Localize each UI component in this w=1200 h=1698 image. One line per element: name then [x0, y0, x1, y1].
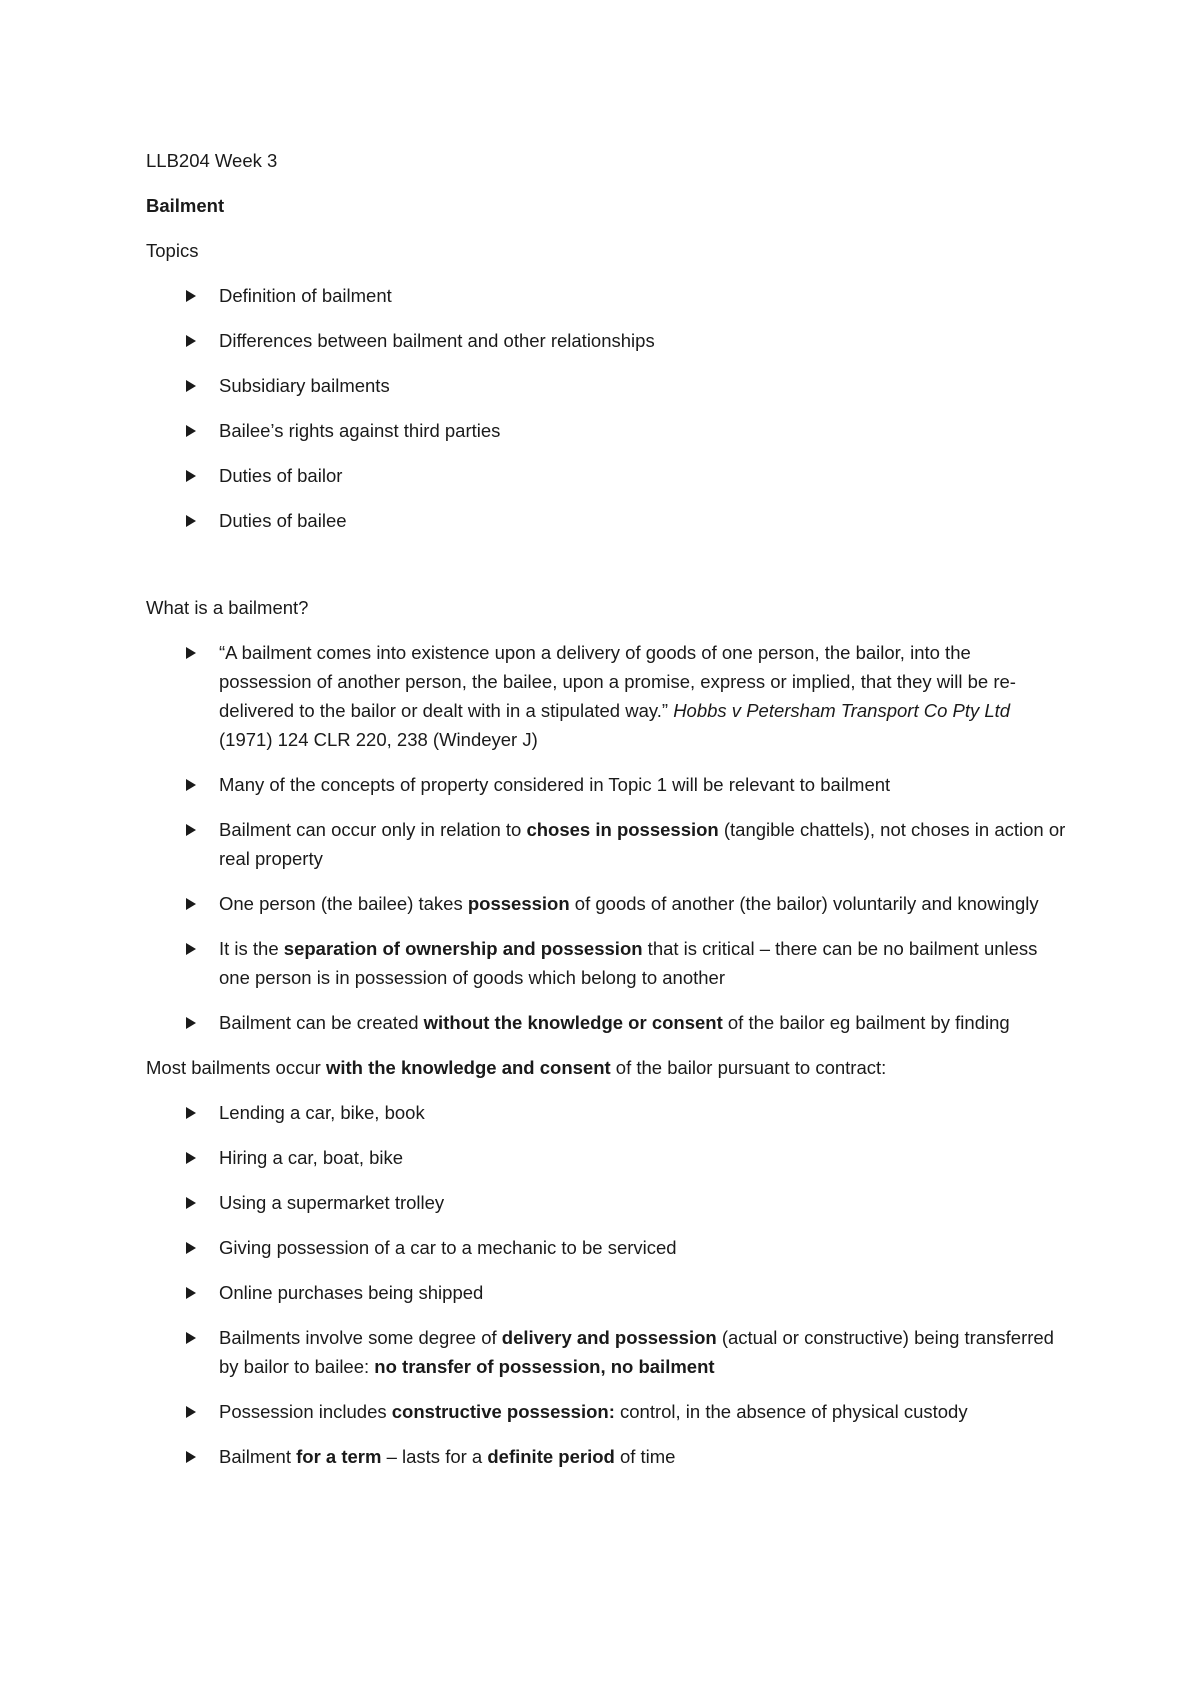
bullet-triangle-icon: [186, 470, 196, 482]
list-item: Subsidiary bailments: [146, 371, 1066, 400]
list-item: Hiring a car, boat, bike: [146, 1143, 1066, 1172]
list-item: Bailment can occur only in relation to choses in possession (tangible chattels), not choses in action or real property: [146, 815, 1066, 873]
list-item: Duties of bailee: [146, 506, 1066, 535]
list-item: Possession includes constructive possession: control, in the absence of physical custody: [146, 1397, 1066, 1426]
bullet-triangle-icon: [186, 824, 196, 836]
list-item: Online purchases being shipped: [146, 1278, 1066, 1307]
bullet-triangle-icon: [186, 1107, 196, 1119]
list-item: Bailment can be created without the knowledge or consent of the bailor eg bailment by finding: [146, 1008, 1066, 1037]
document-page: [146, 146, 1066, 1487]
quote-item: [146, 638, 1066, 754]
case-citation: (1971) 124 CLR 220, 238 (Windeyer J): [219, 729, 538, 750]
bullet-triangle-icon: [186, 1152, 196, 1164]
list-item: Bailments involve some degree of delivery and possession (actual or constructive) being transferred by bailor to bailee: no transfer of possession, no bailment: [146, 1323, 1066, 1381]
list-item: Using a supermarket trolley: [146, 1188, 1066, 1217]
what-is-heading: What is a bailment?: [146, 597, 309, 618]
bullet-triangle-icon: [186, 1017, 196, 1029]
bullet-triangle-icon: [186, 425, 196, 437]
bullet-triangle-icon: [186, 1451, 196, 1463]
bullet-triangle-icon: [186, 290, 196, 302]
quote-text: “A bailment comes into existence upon a delivery of goods of one person, the bailor, into the possession of another person, the bailee, upon a promise, express or implied, that they will be re-delivered to the bailor or dealt with in a stipulated way.”: [219, 642, 1016, 721]
examples-list: [146, 1098, 1066, 1471]
bullet-triangle-icon: [186, 943, 196, 955]
course-title: LLB204 Week 3: [146, 150, 278, 171]
list-item: Differences between bailment and other relationships: [146, 326, 1066, 355]
topics-label: Topics: [146, 240, 199, 261]
list-item: One person (the bailee) takes possession of goods of another (the bailor) voluntarily and knowingly: [146, 889, 1066, 918]
most-bailments-paragraph: Most bailments occur with the knowledge and consent of the bailor pursuant to contract:: [146, 1057, 887, 1078]
list-item: Lending a car, bike, book: [146, 1098, 1066, 1127]
bullet-triangle-icon: [186, 1332, 196, 1344]
bullet-triangle-icon: [186, 335, 196, 347]
topics-list: [146, 281, 1066, 535]
case-name: Hobbs v Petersham Transport Co Pty Ltd: [673, 700, 1011, 721]
bullet-triangle-icon: [186, 1406, 196, 1418]
list-item: Bailee’s rights against third parties: [146, 416, 1066, 445]
list-item: Many of the concepts of property considered in Topic 1 will be relevant to bailment: [146, 770, 1066, 799]
bullet-triangle-icon: [186, 779, 196, 791]
spacer: [146, 551, 1066, 593]
list-item: Bailment for a term – lasts for a definite period of time: [146, 1442, 1066, 1471]
bullet-triangle-icon: [186, 1242, 196, 1254]
list-item: Definition of bailment: [146, 281, 1066, 310]
list-item: It is the separation of ownership and possession that is critical – there can be no bailment unless one person is in possession of goods which belong to another: [146, 934, 1066, 992]
list-item: Giving possession of a car to a mechanic to be serviced: [146, 1233, 1066, 1262]
bullet-triangle-icon: [186, 515, 196, 527]
list-item: Duties of bailor: [146, 461, 1066, 490]
bullet-triangle-icon: [186, 1287, 196, 1299]
section-heading: Bailment: [146, 195, 225, 216]
bullet-triangle-icon: [186, 1197, 196, 1209]
bullet-triangle-icon: [186, 647, 196, 659]
bullet-triangle-icon: [186, 380, 196, 392]
definition-list: [146, 638, 1066, 1037]
bullet-triangle-icon: [186, 898, 196, 910]
